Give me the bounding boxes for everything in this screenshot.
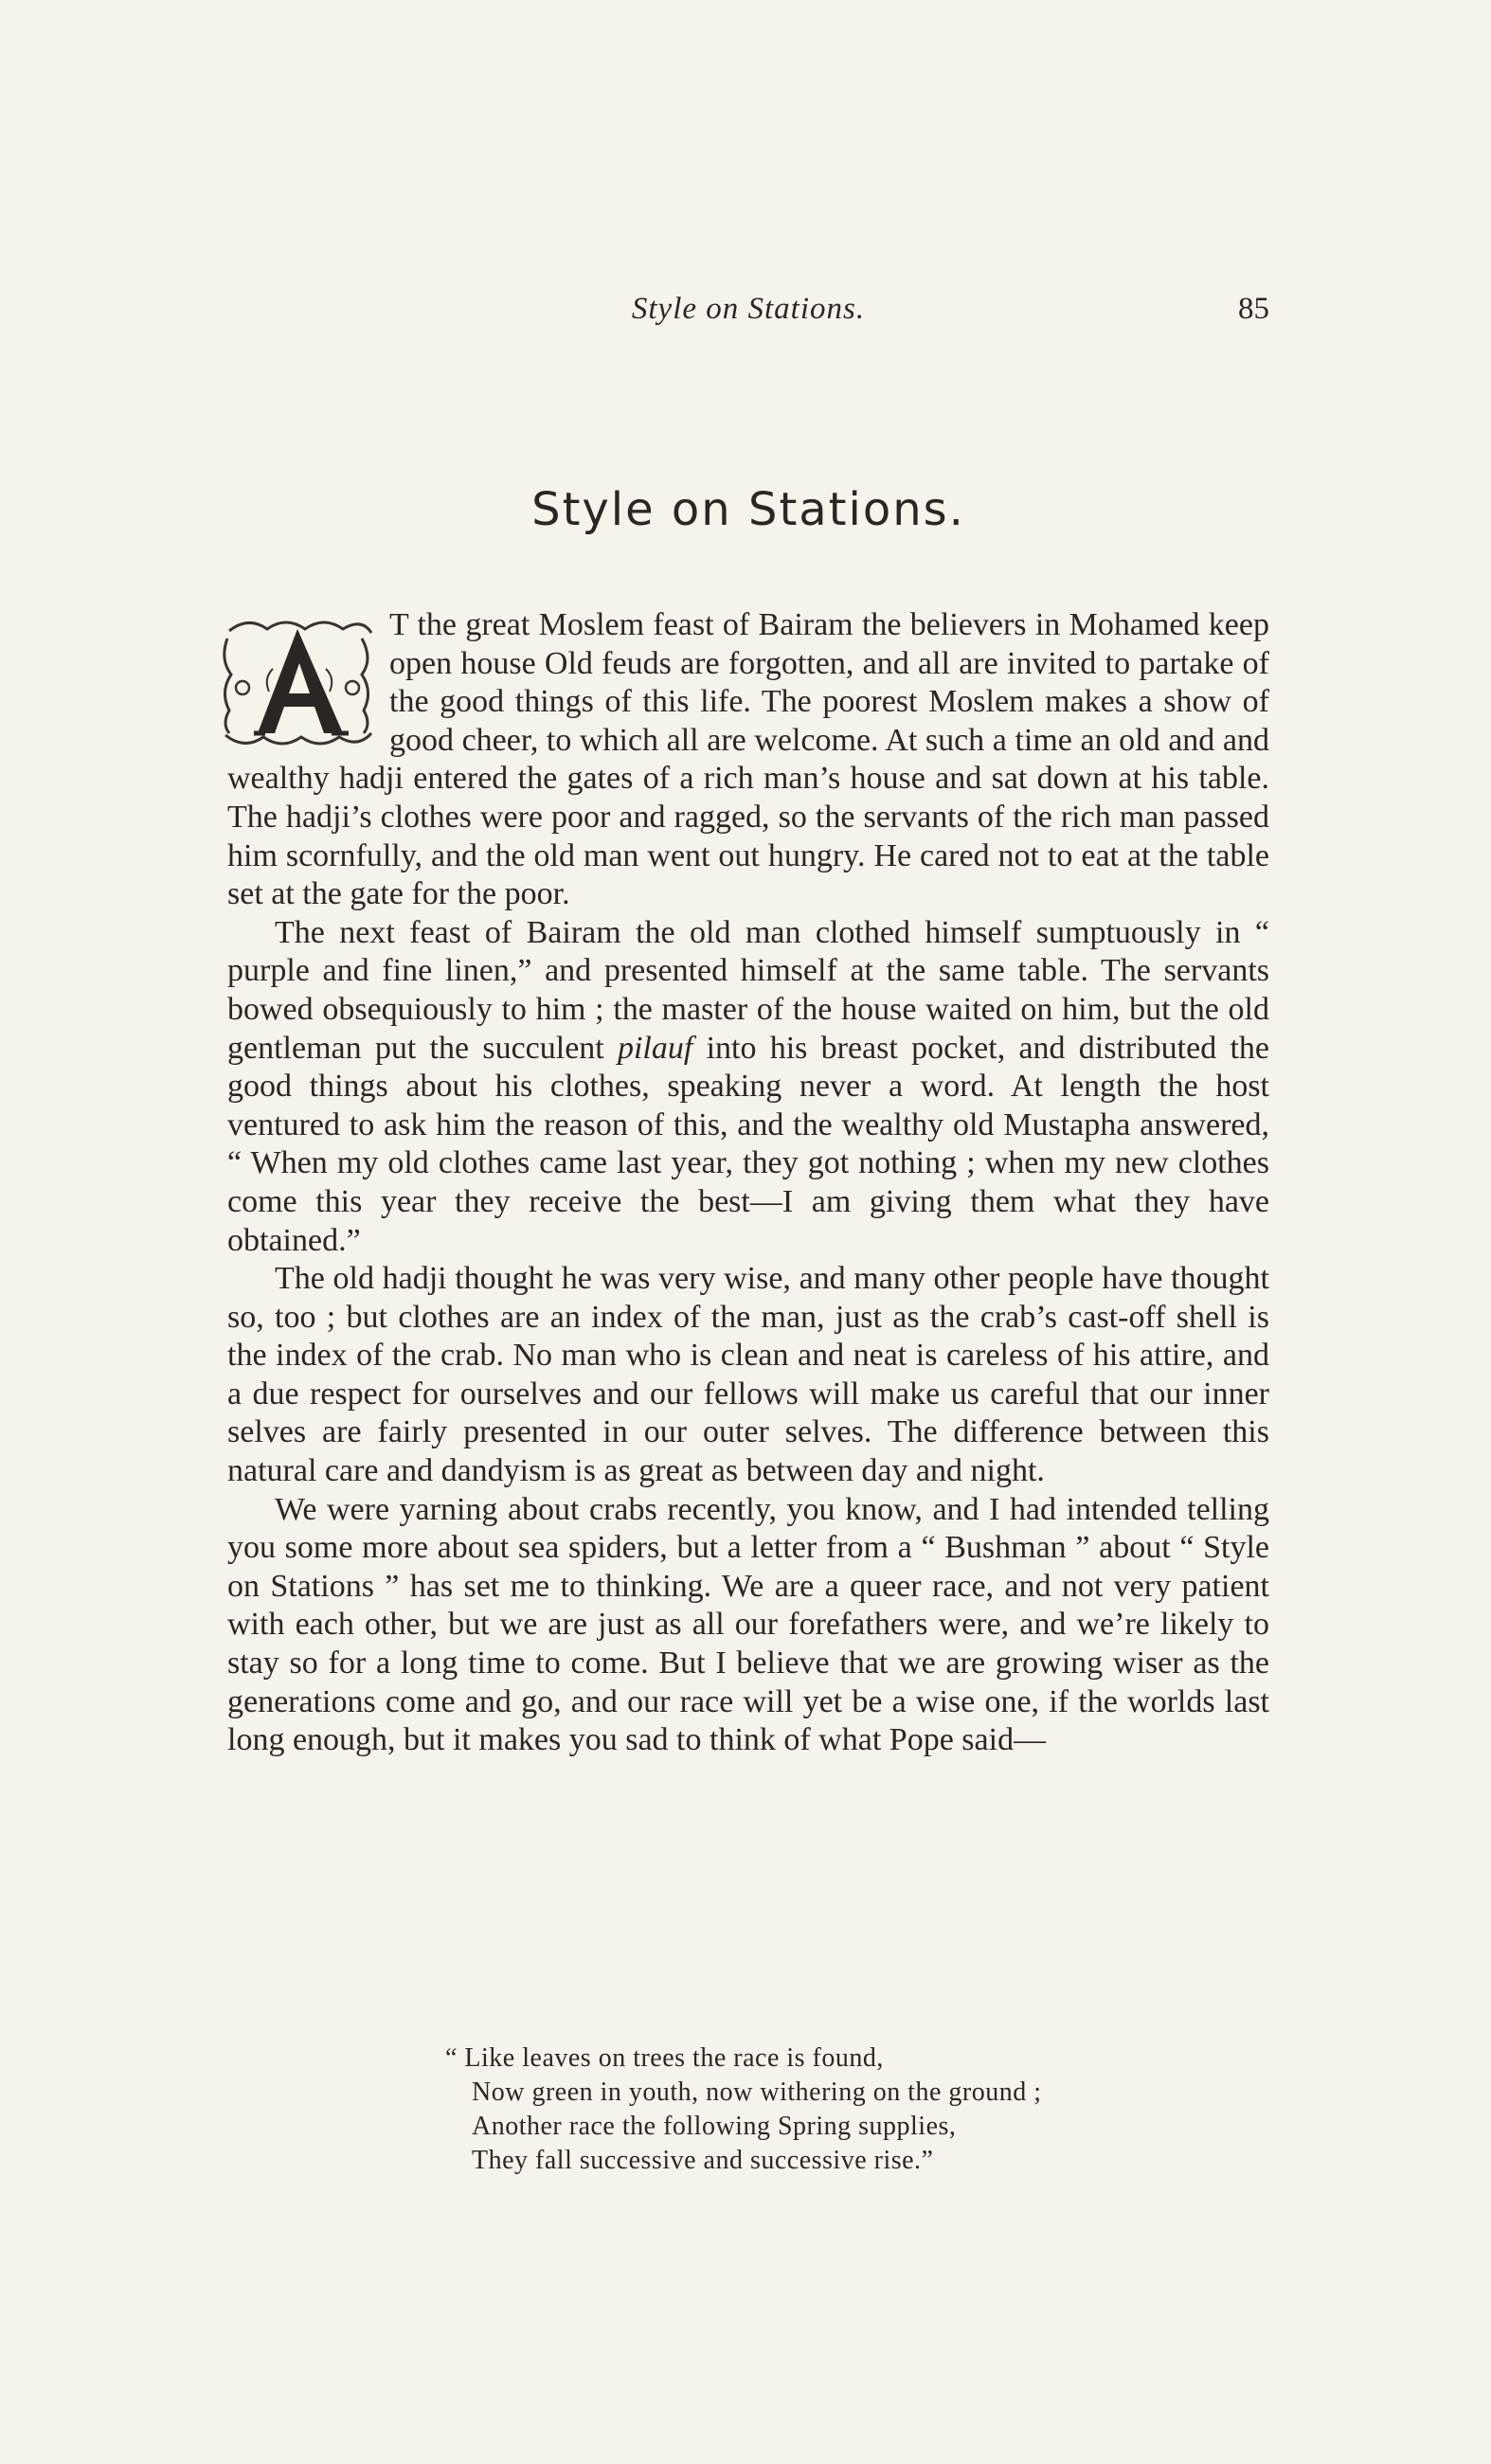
paragraph-1-text: the great Moslem feast of Bairam the believers in Mohamed keep open house Old feuds are forgotten, and all are invited to partake of the good things of this life. The poorest Moslem makes a show of good cheer, to which all are welcome. At such a time an old and and wealthy hadji entered the gates of a rich man’s house and sat down at his table. The hadji’s clothes were poor and ragged, so the servants of the rich man passed him scornfully, and the old man went out hungry. He cared not to eat at the table set at the gate for the poor. — [227, 607, 1269, 912]
page-number: 85 — [1238, 292, 1269, 326]
paragraph-1 — [227, 606, 1269, 914]
paragraph-4: We were yarning about crabs recently, you know, and I had intended telling you some more about sea spiders, but a letter from a “ Bushman ” about “ Style on Stations ” has set me to thinking. We are a queer race, and not very patient with each other, but we are just as all our forefathers were, and we’re likely to stay so for a long time to come. But I believe that we are growing wiser as the generations come and go, and our race will yet be a wise one, if the worlds last long enough, but it makes you sad to think of what Pope said— — [227, 1491, 1269, 1758]
verse-line: “ Like leaves on trees the race is found, — [445, 2043, 884, 2073]
paragraph-3: The old hadji thought he was very wise, and many other people have thought so, too ; but clothes are an index of the man, just as the crab’s cast-off shell is the index of the crab. No man who is clean and neat is careless of his attire, and a due respect for ourselves and our fellows will make us careful that our inner selves are fairly presented in our outer selves. The difference between this natural care and dandyism is as great as between day and night. — [227, 1261, 1269, 1489]
verse-line: They fall successive and successive rise.” — [472, 2146, 934, 2175]
ornamental-drop-cap-icon — [220, 612, 376, 754]
paragraph-2-text-b: into his breast pocket, and distributed the good things about his clothes, speaking never a word. At length the host ventured to ask him the reason of this, and the wealthy old Mustapha answered, “ When my old clothes came last year, they got nothing ; when my new clothes come this year they receive the best—I am giving them what they have obtained.” — [227, 1030, 1269, 1258]
verse-line: Another race the following Spring supplies, — [472, 2112, 957, 2141]
body-text — [227, 606, 1269, 1760]
first-word-rest: T — [389, 607, 409, 642]
paragraph-2-text-a: The next feast of Bairam the old man clothed himself sumptuously in “ purple and fine linen,” and presented himself at the same table. The servants bowed obsequiously to him ; the master of the house waited on him, but the old gentleman put the succulent — [227, 914, 1269, 1066]
paragraph-2 — [227, 914, 1269, 1260]
running-head — [227, 292, 1269, 339]
running-head-title: Style on Stations. — [631, 292, 866, 326]
verse-quotation — [445, 2041, 1042, 2178]
chapter-title: Style on Stations. — [531, 483, 965, 536]
paragraph-2-italic: pilauf — [617, 1030, 693, 1066]
verse-line: Now green in youth, now withering on the ground ; — [472, 2077, 1042, 2107]
